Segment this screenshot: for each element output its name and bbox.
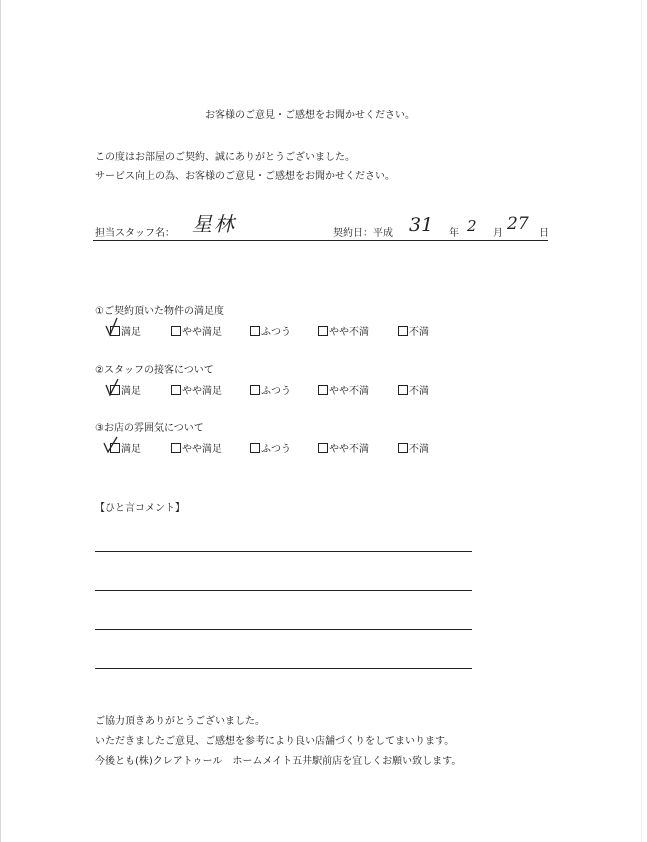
- contract-day-unit: 日: [539, 228, 549, 239]
- staff-name-handwritten: 星林: [192, 212, 236, 236]
- contract-year-handwritten: 31: [409, 214, 434, 236]
- contract-underline: [333, 240, 548, 241]
- scan-edge-right: [641, 0, 642, 842]
- check-mark-icon: [104, 316, 120, 338]
- q3-option-5[interactable]: 不満: [398, 443, 429, 456]
- scan-edge: [0, 0, 1, 842]
- contract-month-handwritten: 2: [467, 217, 477, 235]
- closing-line-1: ご協力頂きありがとうございました。: [95, 716, 265, 727]
- contract-date-label: 契約日：平成: [333, 228, 393, 239]
- checkbox-icon: [398, 326, 408, 336]
- checkbox-icon: [171, 443, 181, 453]
- q1-option-4[interactable]: やや不満: [318, 326, 369, 339]
- comment-line-1[interactable]: [95, 551, 472, 552]
- question-3-title: ③お店の雰囲気について: [95, 423, 204, 434]
- q2-option-3[interactable]: ふつう: [250, 385, 291, 398]
- q1-option-1[interactable]: 満足: [110, 326, 141, 339]
- checkbox-icon: [398, 385, 408, 395]
- comment-heading: 【ひと言コメント】: [95, 503, 185, 514]
- q3-option-1[interactable]: 満足: [110, 443, 141, 456]
- staff-underline: [93, 240, 333, 241]
- comment-line-3[interactable]: [95, 629, 472, 630]
- check-mark-icon: [102, 433, 120, 455]
- q3-option-2[interactable]: やや満足: [171, 443, 222, 456]
- q3-option-3[interactable]: ふつう: [250, 443, 291, 456]
- q1-option-3[interactable]: ふつう: [250, 326, 291, 339]
- check-mark-icon: [104, 376, 120, 398]
- page-title: お客様のご意見・ご感想をお聞かせください。: [205, 110, 415, 121]
- q2-option-2[interactable]: やや満足: [171, 385, 222, 398]
- contract-year-unit: 年: [449, 228, 459, 239]
- checkbox-icon: [171, 385, 181, 395]
- comment-line-4[interactable]: [95, 668, 472, 669]
- checkbox-icon: [398, 443, 408, 453]
- checkbox-icon: [318, 326, 328, 336]
- staff-label: 担当スタッフ名：: [95, 228, 175, 239]
- q1-option-2[interactable]: やや満足: [171, 326, 222, 339]
- q2-option-5[interactable]: 不満: [398, 385, 429, 398]
- checkbox-icon: [250, 326, 260, 336]
- q3-option-4[interactable]: やや不満: [318, 443, 369, 456]
- comment-line-2[interactable]: [95, 590, 472, 591]
- closing-line-3: 今後とも(株)クレアトゥール ホームメイト五井駅前店を宜しくお願い致します。: [95, 756, 462, 767]
- intro-line-2: サービス向上の為、お客様のご意見・ご感想をお聞かせください。: [95, 171, 395, 182]
- q1-option-5[interactable]: 不満: [398, 326, 429, 339]
- question-1-title: ①ご契約頂いた物件の満足度: [95, 306, 224, 317]
- checkbox-icon: [318, 443, 328, 453]
- checkbox-icon: [171, 326, 181, 336]
- checkbox-icon: [318, 385, 328, 395]
- q2-option-4[interactable]: やや不満: [318, 385, 369, 398]
- contract-month-unit: 月: [493, 228, 503, 239]
- checkbox-icon: [250, 385, 260, 395]
- question-2-title: ②スタッフの接客について: [95, 365, 214, 376]
- closing-line-2: いただきましたご意見、ご感想を参考により良い店舗づくりをしてまいります。: [95, 736, 455, 747]
- intro-line-1: この度はお部屋のご契約、誠にありがとうございました。: [95, 152, 355, 163]
- q2-option-1[interactable]: 満足: [110, 385, 141, 398]
- contract-day-handwritten: 27: [507, 214, 529, 234]
- checkbox-icon: [250, 443, 260, 453]
